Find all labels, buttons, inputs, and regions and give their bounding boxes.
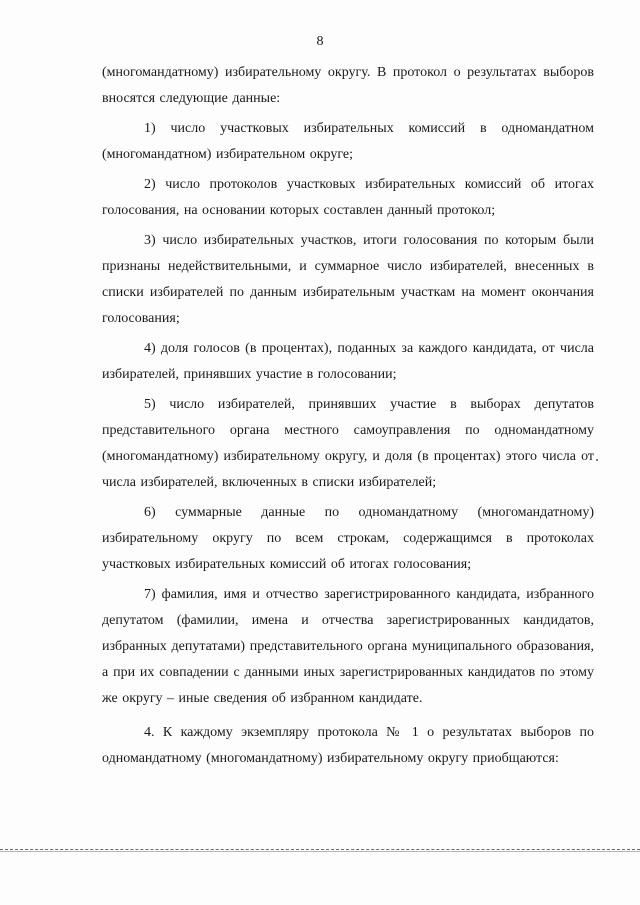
list-item-6: 6) суммарные данные по одномандатному (многомандатному) избирательному округу по всем строкам, содержащимся в протоколах участковых избирательных комиссий об итогах голосования;	[102, 505, 594, 572]
list-item-2: 2) число протоколов участковых избирательных комиссий об итогах голосования, на основании которых составлен данный протокол;	[102, 177, 594, 218]
scan-edge-shadow	[0, 851, 640, 852]
paragraph-intro: (многомандатному) избирательному округу. В протокол о результатах выборов вносятся следующие данные:	[102, 65, 594, 106]
scan-edge-line	[0, 849, 640, 850]
list-item-4: 4) доля голосов (в процентах), поданных за каждого кандидата, от числа избирателей, принявших участие в голосовании;	[102, 341, 594, 382]
list-item-5: 5) число избирателей, принявших участие в выборах депутатов представительного органа местного самоуправления по одномандатному (многомандатному) избирательному округу, и доля (в процентах) этого числа от числа избирателей, включенных в списки избирателей;	[102, 397, 594, 490]
scan-speck	[596, 459, 598, 461]
page-number: 8	[316, 34, 324, 49]
list-item-1: 1) число участковых избирательных комиссий в одномандатном (многомандатном) избирательном округе;	[102, 121, 594, 162]
list-item-3: 3) число избирательных участков, итоги голосования по которым были признаны недействительными, и суммарное число избирателей, внесенных в списки избирателей по данным избирательным участкам на момент окончания голосования;	[102, 233, 594, 326]
paragraph-section-4: 4. К каждому экземпляру протокола № 1 о результатах выборов по одномандатному (многомандатному) избирательному округу приобщаются:	[102, 725, 594, 766]
list-item-7: 7) фамилия, имя и отчество зарегистрированного кандидата, избранного депутатом (фамилии, имена и отчества зарегистрированных кандидатов, избранных депутатами) представительного органа муниципального образования, а при их совпадении с данными иных зарегистрированных кандидатов по этому же округу – иные сведения об избранном кандидате.	[102, 587, 594, 706]
document-body	[102, 60, 594, 772]
